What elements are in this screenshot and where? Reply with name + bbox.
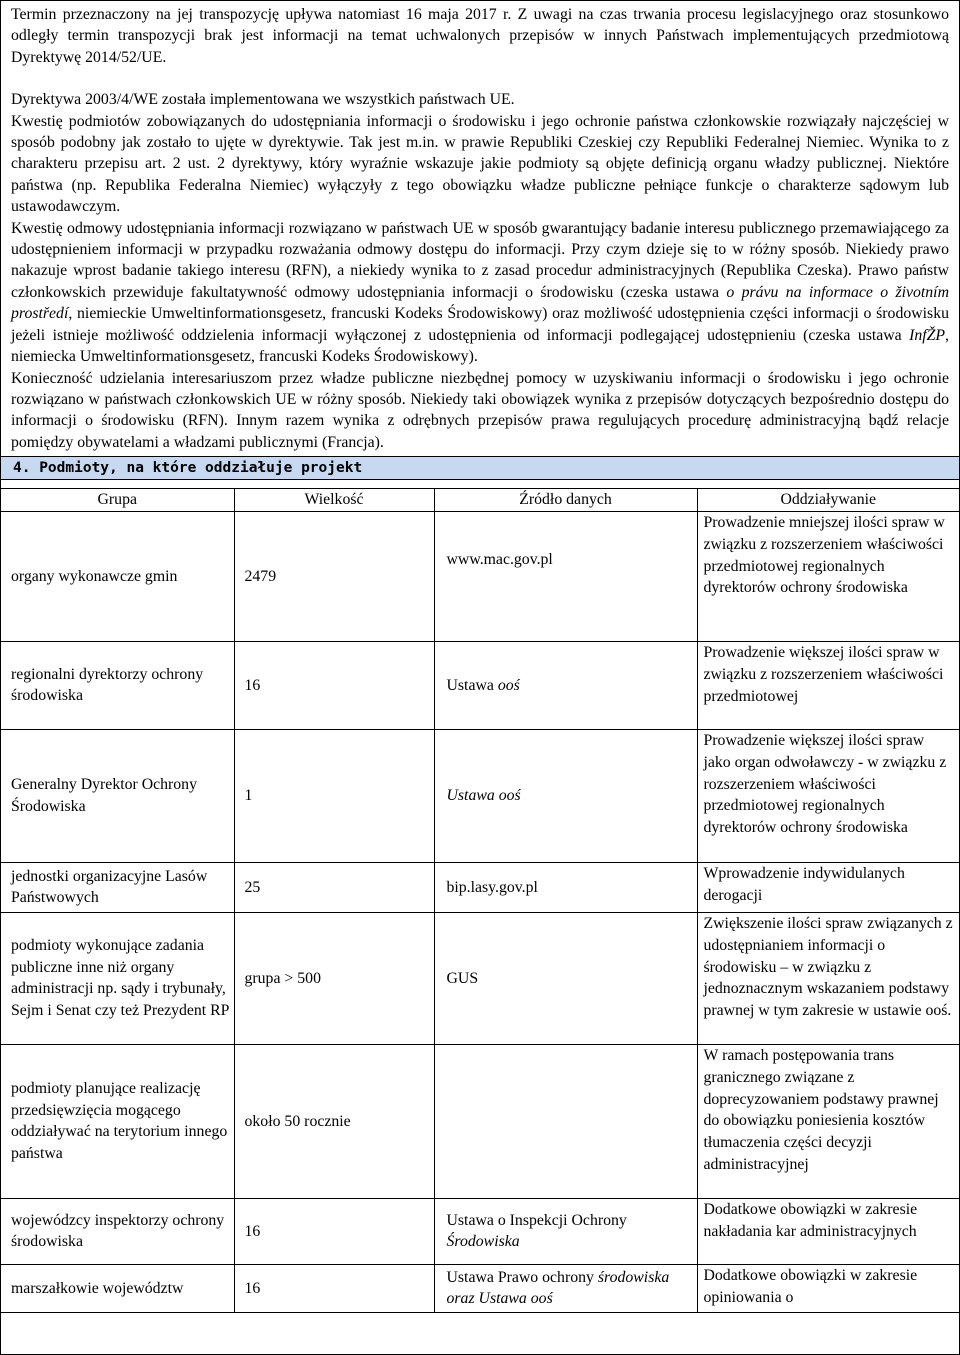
paragraph-obliged-entities: Kwestię podmiotów zobowiązanych do udostępniania informacji o środowisku i jego ochronie państwa członkowskie rozwiązały najczęściej w sposób podobny jak zostało to ujęte w dyrektywie. Tak jest m.in. w prawie Republiki Czeskiej czy Republiki Federalnej Niemiec. Wynika to z charakteru przepisu art. 2 ust. 2 dyrektywy, który wyraźnie wskazuje jakie podmioty są objęte definicją organu władzy publicznej. Niektóre państwa (np. Republika Federalna Niemiec) wyłączyły z tego obowiązku władze publiczne pełniące funkcje o charakterze sądowym lub ustawodawczym.	[11, 112, 949, 216]
cell-size: 16	[234, 1198, 434, 1264]
paragraph-transposition: Termin przeznaczony na jej transpozycję upływa natomiast 16 maja 2017 r. Z uwagi na czas trwania procesu legislacyjnego oraz stosunkowo odległy termin transpozycji brak jest informacji na temat uchwalonych przepisów w innych Państwach implementujących przedmiotową Dyrektywę 2014/52/UE.	[11, 6, 949, 66]
cell-group: wojewódzcy inspektorzy ochrony środowiska	[1, 1198, 234, 1264]
cell-group: regionalni dyrektorzy ochrony środowiska	[1, 641, 234, 729]
cell-effect: W ramach postępowania trans granicznego związane z doprecyzowaniem podstawy prawnej do obowiązku poniesienia kosztów tłumaczenia części decyzji administracyjnej	[697, 1044, 959, 1198]
cell-group: podmioty wykonujące zadania publiczne inne niż organy administracji np. sądy i trybunały, Sejm i Senat czy też Prezydent RP	[1, 912, 234, 1044]
cell-source	[434, 1044, 697, 1198]
cell-effect: Wprowadzenie indywidulanych derogacji	[697, 862, 959, 912]
cell-source: Ustawa o Inspekcji Ochrony Środowiska	[434, 1198, 697, 1264]
cell-source: GUS	[434, 912, 697, 1044]
cell-effect: Zwiększenie ilości spraw związanych z udostępnianiem informacji o środowisku – w związku z jednoznacznym wskazaniem podstawy prawnej w tym zakresie w ustawie ooś.	[697, 912, 959, 1044]
table-row	[1, 729, 959, 862]
cell-size: 16	[234, 1264, 434, 1312]
header-size: Wielkość	[234, 489, 434, 512]
header-effect: Oddziaływanie	[697, 489, 959, 512]
header-source: Źródło danych	[434, 489, 697, 512]
cell-size: 2479	[234, 511, 434, 641]
cell-size: 25	[234, 862, 434, 912]
cell-source: Ustawa Prawo ochrony środowiska oraz Ustawa ooś	[434, 1264, 697, 1312]
cell-group: organy wykonawcze gmin	[1, 511, 234, 641]
table-row	[1, 511, 959, 641]
cell-source: www.mac.gov.pl	[434, 511, 697, 641]
refusal-text-3: , niemiecka Umweltinformationsgesetz, francuski Kodeks Środowiskowy).	[11, 326, 949, 366]
refusal-text-1: Kwestię odmowy udostępniania informacji rozwiązano w państwach UE w sposób gwarantujący badanie interesu publicznego przemawiającego za udostępnieniem informacji w przypadku rozważania odmowy dostępu do informacji. Przy czym dzieje się to w różny sposób. Niekiedy prawo nakazuje wprost badanie takiego interesu (RFN), a niekiedy wynika to z zasad procedur administracyjnych (Republika Czeska). Prawo państw członkowskich przewiduje fakultatywność odmowy udostępniania informacji o środowisku (czeska ustawa	[11, 219, 949, 301]
cell-size: 1	[234, 729, 434, 862]
affected-entities-table	[1, 488, 959, 1313]
cell-group: podmioty planujące realizację przedsięwzięcia mogącego oddziaływać na terytorium innego państwa	[1, 1044, 234, 1198]
table-row	[1, 1264, 959, 1312]
cell-source: bip.lasy.gov.pl	[434, 862, 697, 912]
table-row	[1, 862, 959, 912]
section-title: 4. Podmioty, na które oddziałuje projekt	[1, 456, 959, 480]
cell-group: marszałkowie województw	[1, 1264, 234, 1312]
header-group: Grupa	[1, 489, 234, 512]
paragraph-refusal	[11, 218, 949, 368]
cell-size: 16	[234, 641, 434, 729]
table-row	[1, 912, 959, 1044]
table-header-row	[1, 489, 959, 512]
cell-group: Generalny Dyrektor Ochrony Środowiska	[1, 729, 234, 862]
table-row	[1, 1198, 959, 1264]
cell-size: grupa > 500	[234, 912, 434, 1044]
paragraph-directive-2003: Dyrektywa 2003/4/WE została implementowana we wszystkich państwach UE.	[11, 91, 515, 109]
table-row	[1, 1044, 959, 1198]
cell-effect: Dodatkowe obowiązki w zakresie nakładania kar administracyjnych	[697, 1198, 959, 1264]
cell-effect: Dodatkowe obowiązki w zakresie opiniowania o	[697, 1264, 959, 1312]
cell-size: około 50 rocznie	[234, 1044, 434, 1198]
cell-effect: Prowadzenie większej ilości spraw jako organ odwoławczy - w związku z rozszerzeniem właściwości przedmiotowej regionalnych dyrektorów ochrony środowiska	[697, 729, 959, 862]
czech-act-abbr: InfŽP	[909, 326, 946, 344]
refusal-text-2: , niemieckie Umweltinformationsgesetz, francuski Kodeks Środowiskowy) oraz możliwość udostępnienia części informacji o środowisku jeżeli istnieje możliwość oddzielenia informacji wyłączonej z udostępnienia od informacji podlegającej udostępnieniu (czeska ustawa	[11, 305, 949, 344]
cell-group: jednostki organizacyjne Lasów Państwowych	[1, 862, 234, 912]
czech-act-title: o právu na informace o životním prostředí	[11, 283, 949, 323]
paragraph-assistance: Konieczność udzielania interesariuszom przez władze publiczne niezbędnej pomocy w uzyskiwaniu informacji o środowisku i jego ochronie rozwiązano w państwach członkowskich UE w różny sposób. Niekiedy taki obowiązek wynika z przepisów dotyczących bezpośrednio dostępu do informacji o środowisku (RFN). Innym razem wynika z odrębnych przepisów prawa regulujących procedurę administracyjną bądź relacje pomiędzy obywatelami a władzami publicznymi (Francja).	[11, 369, 949, 451]
cell-effect: Prowadzenie większej ilości spraw w związku z rozszerzeniem właściwości przedmiotowej	[697, 641, 959, 729]
table-row	[1, 641, 959, 729]
cell-source: Ustawa ooś	[434, 729, 697, 862]
cell-effect: Prowadzenie mniejszej ilości spraw w związku z rozszerzeniem właściwości przedmiotowej regionalnych dyrektorów ochrony środowiska	[697, 511, 959, 641]
body-text	[1, 1, 959, 453]
cell-source: Ustawa ooś	[434, 641, 697, 729]
